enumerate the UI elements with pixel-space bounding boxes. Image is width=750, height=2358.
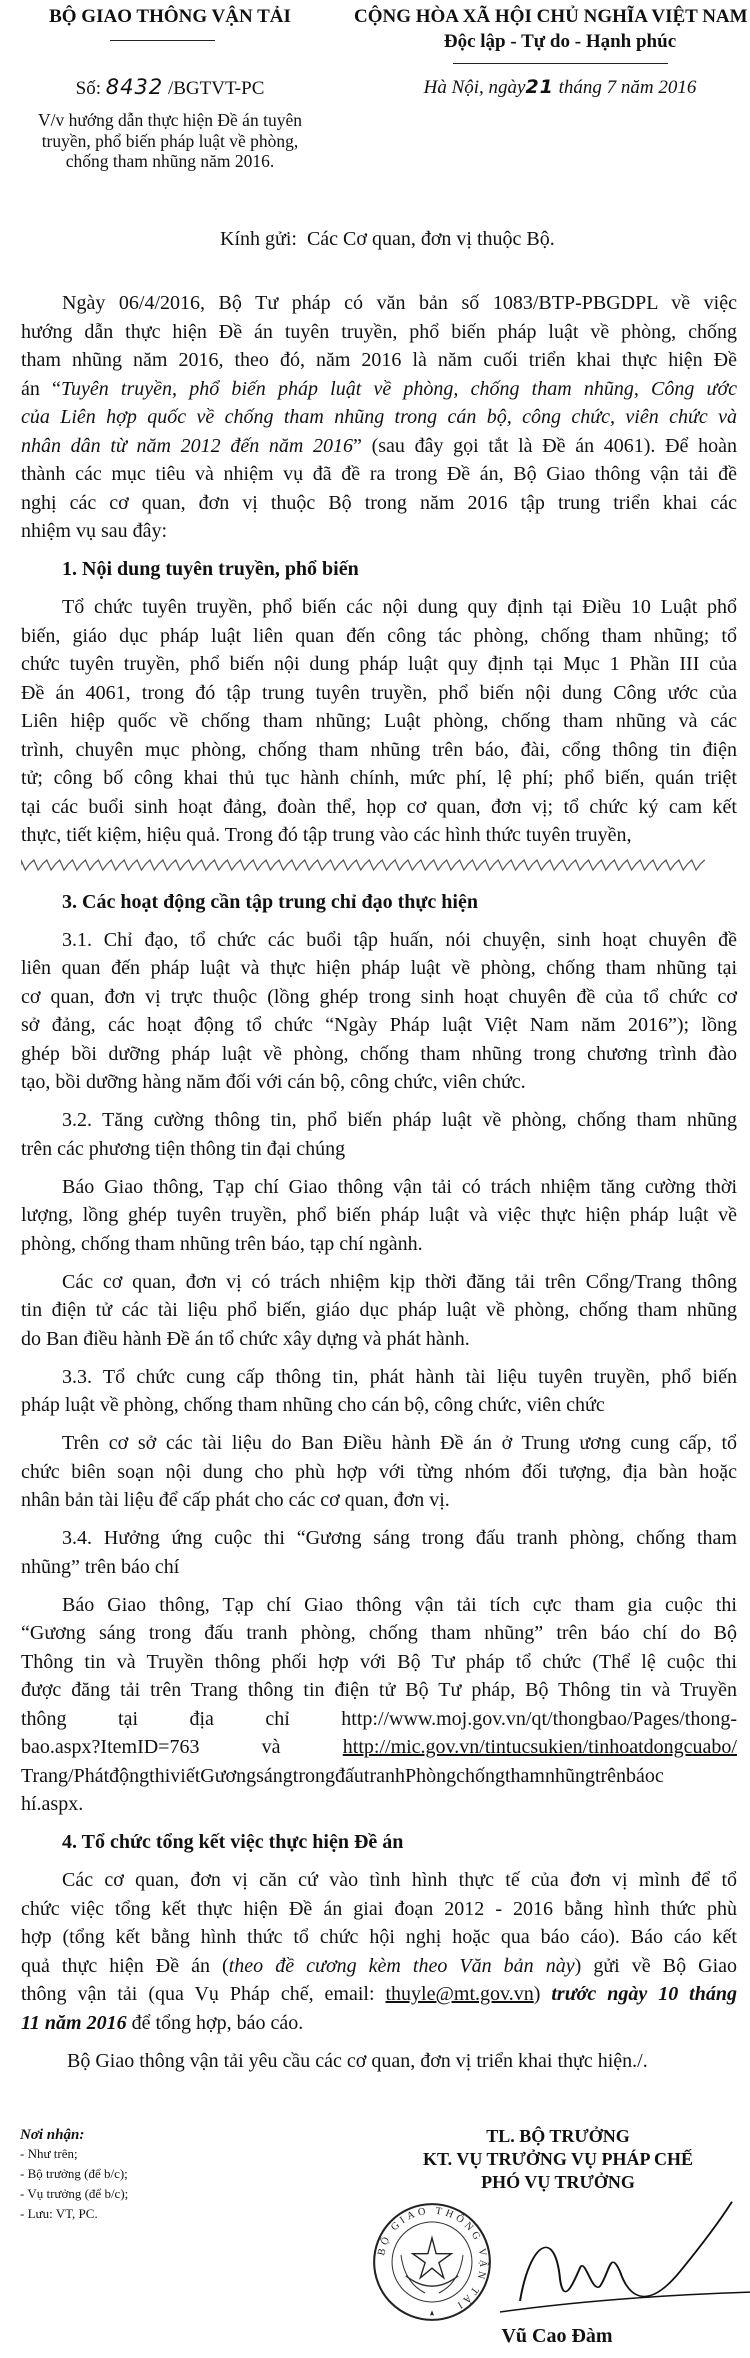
line-text: Ngày 06/4/2016, Bộ Tư pháp có văn bản số 1083/BTP-PBGDPL về việc <box>62 292 737 314</box>
text-line <box>21 1173 737 1202</box>
section-heading <box>21 888 737 917</box>
body-paragraph <box>21 1173 737 1259</box>
body-paragraph <box>21 289 737 546</box>
signatory-title-3: PHÓ VỤ TRƯỞNG <box>481 2172 635 2192</box>
line-text: Bộ Giao thông vận tải yêu cầu các cơ quan, đơn vị triển khai thực hiện./. <box>67 2049 648 2072</box>
line-text: 3.2. Tăng cường thông tin, phổ biến pháp luật về phòng, chống tham nhũng <box>62 1109 737 1131</box>
text-line <box>21 460 737 489</box>
addressee-label: Kính gửi: <box>220 228 297 250</box>
document-number <box>76 75 265 100</box>
text-segment: 11 năm 2016 <box>21 2011 127 2034</box>
place-date <box>424 76 697 99</box>
recipients-block <box>20 2127 128 2224</box>
line-text: 3.4. Hưởng ứng cuộc thi “Gương sáng trong đấu tranh phòng, chống tham <box>62 1527 737 1549</box>
date-prefix: Hà Nội, ngày <box>423 77 526 98</box>
line-text: Các cơ quan, đơn vị có trách nhiệm kịp thời đăng tải trên Cổng/Trang thông <box>62 1270 737 1293</box>
line-text: nhiệm vụ sau đây: <box>21 520 168 542</box>
text-line <box>21 954 737 983</box>
text-line <box>21 1952 737 1981</box>
line-text <box>21 375 737 404</box>
line-text: nghị các cơ quan, đơn vị thuộc Bộ trong năm 2016 tập trung triển khai các <box>21 491 737 514</box>
line-text: phòng, chống tham nhũng trên báo, tạp chí ngành. <box>21 1232 423 1255</box>
text-line <box>21 2009 737 2038</box>
text-line <box>21 764 737 793</box>
text-segment: thông vận tải (qua Vụ Pháp chế, email: <box>21 1983 386 2005</box>
country-name: CỘNG HÒA XÃ HỘI CHỦ NGHĨA VIỆT NAM <box>354 6 748 27</box>
text-segment: trước ngày 10 tháng <box>551 1983 737 2005</box>
text-segment: nhân dân từ năm 2012 đến năm 2016 <box>21 434 354 457</box>
text-line <box>21 346 737 375</box>
line-text: biến, giáo dục pháp luật liên quan đến công tác phòng, chống tham nhũng; tổ <box>21 624 737 647</box>
line-text: cơ quan, đơn vị trực thuộc (lồng ghép trong sinh hoạt chuyên đề của tổ chức cơ <box>21 985 737 1008</box>
body-paragraph <box>21 1591 737 1819</box>
line-text: Các cơ quan, đơn vị căn cứ vào tình hình thực tế của đơn vị mình để tổ <box>62 1869 737 1891</box>
text-line <box>21 1790 737 1819</box>
text-line <box>21 1619 737 1648</box>
text-line <box>21 1458 737 1487</box>
text-line <box>21 555 737 584</box>
line-text: Trên cơ sở các tài liệu do Ban Điều hành Đề án ở Trung ương cung cấp, tổ <box>62 1432 737 1454</box>
text-line <box>21 1980 737 2009</box>
line-text: Tổ chức tuyên truyền, phổ biến các nội dung quy định tại Điều 10 Luật phổ <box>62 596 737 618</box>
subject-line: truyền, phổ biến pháp luật về phòng, <box>41 130 299 151</box>
line-text: nhũng” trên báo chí <box>21 1555 180 1578</box>
line-text: hợp (tổng kết bằng hình thức tổ chức hội nghị hoặc qua báo cáo). Báo cáo kết <box>21 1926 737 1948</box>
text-line <box>21 1363 737 1392</box>
body-paragraph <box>21 1106 737 1163</box>
line-text: tại các buổi sinh hoạt đảng, đoàn thể, họp cơ quan, đơn vị; tổ chức ký cam kết <box>21 795 737 818</box>
signatory-name: Vũ Cao Đàm <box>501 2325 613 2347</box>
date-suffix: tháng 7 năm 2016 <box>558 77 697 98</box>
signatory-title-1: TL. BỘ TRƯỞNG <box>486 2126 630 2146</box>
signatory-title-2: KT. VỤ TRƯỞNG VỤ PHÁP CHẾ <box>422 2149 694 2169</box>
text-line <box>21 2047 737 2076</box>
line-text: nhân bản tài liệu để cấp phát cho các cơ quan, đơn vị. <box>21 1489 450 1511</box>
text-line <box>21 622 737 651</box>
text-line <box>21 1068 737 1097</box>
line-text: tham nhũng năm 2016, theo đó, năm 2016 là năm cuối triển khai thực hiện Đề <box>21 349 737 371</box>
text-line <box>21 1762 737 1791</box>
line-text: trình, chuyên mục phòng, chống tham nhũng trên báo, đài, cổng thông tin điện <box>21 738 737 761</box>
text-line <box>21 318 737 347</box>
text-line <box>21 403 737 432</box>
text-line <box>21 1296 737 1325</box>
text-line <box>21 1391 737 1420</box>
letter-body <box>21 289 737 2075</box>
recipients-title: Nơi nhận: <box>20 2127 85 2143</box>
text-line <box>21 1135 737 1164</box>
text-line <box>21 736 737 765</box>
text-line <box>21 517 737 546</box>
handwritten-day: 21 <box>525 76 554 98</box>
text-line <box>21 1011 737 1040</box>
line-text: chức biên soạn nội dung cho phù hợp với từng nhóm đối tượng, địa bàn hoặc <box>21 1460 737 1483</box>
text-line <box>21 1733 737 1762</box>
handwritten-signature <box>460 2198 750 2323</box>
illegible-scan-line <box>21 850 737 879</box>
text-line <box>21 1230 737 1259</box>
line-text: tin điện tử các tài liệu phổ biến, giáo dục pháp luật về phòng, chống tham nhũng <box>21 1299 737 1321</box>
line-text <box>21 432 737 461</box>
text-segment: bao.aspx?ItemID=763 và <box>21 1736 343 1758</box>
recipient-item: - Lưu: VT, PC. <box>20 2206 98 2221</box>
line-text: Thông tin và Truyền thông phối hợp với Bộ Tư pháp tổ chức (Thể lệ cuộc thi <box>21 1650 737 1673</box>
recipient-item: - Bộ trưởng (để b/c); <box>20 2166 128 2181</box>
text-line <box>21 1895 737 1924</box>
line-text: thành các mục tiêu và nhiệm vụ đã đề ra trong Đề án, Bộ Giao thông vận tải đề <box>21 463 737 485</box>
text-line <box>21 650 737 679</box>
text-line <box>21 926 737 955</box>
line-text: trên các phương tiện thông tin đại chúng <box>21 1137 346 1160</box>
text-line <box>21 1524 737 1553</box>
body-paragraph <box>21 1268 737 1354</box>
recipient-item: - Như trên; <box>20 2146 78 2161</box>
text-line <box>21 821 737 850</box>
text-segment: Tuyên truyền, phổ biến pháp luật về phòng, chống tham nhũng, Công ước <box>60 377 738 400</box>
line-text: sở đảng, các hoạt động tổ chức “Ngày Pháp luật Việt Nam năm 2016”); lồng <box>21 1014 737 1036</box>
text-line <box>21 1648 737 1677</box>
text-line <box>21 707 737 736</box>
line-text: chức tuyên truyền, phổ biến nội dung pháp luật quy định tại Mục 1 Phần III của <box>21 653 737 675</box>
subject-line: V/v hướng dẫn thực hiện Đề án tuyên <box>38 110 302 130</box>
text-line <box>21 1591 737 1620</box>
line-text: Báo Giao thông, Tạp chí Giao thông vận tải có trách nhiệm tăng cường thời <box>62 1175 737 1198</box>
line-text: Báo Giao thông, Tạp chí Giao thông vận tải tích cực tham gia cuộc thi <box>62 1593 737 1616</box>
text-line <box>21 1429 737 1458</box>
line-text: ghép bồi dưỡng pháp luật về phòng, chống tham nhũng trong chương trình đào <box>21 1042 737 1065</box>
text-line <box>21 793 737 822</box>
text-segment: án “ <box>21 377 61 400</box>
text-line <box>21 679 737 708</box>
recipient-item: - Vụ trưởng (để b/c); <box>20 2186 129 2201</box>
section-heading <box>21 1828 737 1857</box>
text-line <box>21 1040 737 1069</box>
line-text: được đăng tải trên Trang thông tin điện tử Bộ Tư pháp, Bộ Thông tin và Truyền <box>21 1679 737 1701</box>
hyperlink[interactable]: http://mic.gov.vn/tintucsukien/tinhoatdongcuabo/ <box>342 1736 737 1758</box>
svg-text:BỘ GIAO THÔNG VẬN TẢI: BỘ GIAO THÔNG VẬN TẢI <box>376 2205 489 2312</box>
agency-underline <box>110 40 215 41</box>
text-line <box>21 1828 737 1857</box>
line-text: tạo, bồi dưỡng hàng năm đối với cán bộ, công chức, viên chức. <box>21 1071 526 1093</box>
text-line <box>21 593 737 622</box>
line-text: pháp luật về phòng, chống tham nhũng cho cán bộ, công chức, viên chức <box>21 1394 605 1416</box>
line-text: liên quan đến pháp luật và thực hiện pháp luật về phòng, chống tham nhũng tại <box>21 957 737 979</box>
text-line <box>21 1866 737 1895</box>
line-text: Liên hiệp quốc về chống tham nhũng; Luật phòng, chống tham nhũng và các <box>21 710 737 732</box>
text-line <box>21 1106 737 1135</box>
body-paragraph <box>21 1429 737 1515</box>
line-text: 4. Tổ chức tổng kết việc thực hiện Đề án <box>62 1831 404 1853</box>
motto-underline <box>453 63 668 64</box>
text-line <box>21 489 737 518</box>
text-segment: quả thực hiện Đề án ( <box>21 1954 229 1977</box>
line-text <box>21 403 737 432</box>
text-line <box>21 1486 737 1515</box>
addressee-line <box>220 228 555 251</box>
line-text: hí.aspx. <box>21 1793 84 1815</box>
line-text: do Ban điều hành Đề án tổ chức xây dựng và phát hành. <box>21 1327 470 1350</box>
line-text: hướng dẫn thực hiện Đề án tuyên truyền, phổ biến pháp luật về phòng, chống <box>21 320 737 343</box>
line-text <box>21 2009 303 2038</box>
text-segment: ” (sau đây gọi tắt là Đề án 4061). Để hoàn <box>353 434 737 457</box>
line-text: Đề án 4061, trong đó tập trung tuyên truyền, phổ biến nội dung Công ước của <box>21 681 737 704</box>
subject-line: chống tham nhũng năm 2016. <box>65 151 275 171</box>
text-segment: theo đề cương kèm theo Văn bản này <box>228 1954 575 1977</box>
addressee: Các Cơ quan, đơn vị thuộc Bộ. <box>306 228 555 250</box>
text-line <box>21 1705 737 1734</box>
body-paragraph <box>21 1524 737 1581</box>
issuing-agency: BỘ GIAO THÔNG VẬN TẢI <box>49 6 291 27</box>
text-line <box>21 1325 737 1354</box>
text-line <box>21 1268 737 1297</box>
closing-paragraph <box>21 2047 737 2076</box>
line-text: 1. Nội dung tuyên truyền, phổ biến <box>62 558 359 580</box>
number-suffix: /BGTVT-PC <box>167 78 265 99</box>
subject-block <box>38 110 302 172</box>
hyperlink[interactable]: thuyle@mt.gov.vn <box>385 1983 534 2005</box>
line-text: 3.1. Chỉ đạo, tổ chức các buổi tập huấn, nói chuyện, sinh hoạt chuyên đề <box>62 928 737 951</box>
line-text: 3.3. Tổ chức cung cấp thông tin, phát hành tài liệu tuyên truyền, phổ biến <box>62 1365 737 1388</box>
line-text <box>21 1980 737 2009</box>
text-line <box>21 1553 737 1582</box>
text-line <box>21 1676 737 1705</box>
number-label: Số: <box>75 78 101 99</box>
text-segment: ) gửi về Bộ Giao <box>574 1954 737 1977</box>
handwritten-number: 8432 <box>105 75 164 99</box>
text-segment: ) <box>533 1983 552 2005</box>
line-text: thông tại địa chỉ http://www.moj.gov.vn/qt/thongbao/Pages/thong- <box>21 1707 737 1730</box>
line-text: Trang/PhátđộngthiviếtGươngsángtrongđấutranhPhòngchốngthamnhũngtrênbáoc <box>21 1764 664 1787</box>
text-segment: của Liên hợp quốc về chống tham nhũng trong cán bộ, công chức, viên chức và <box>21 406 737 428</box>
section-heading <box>21 555 737 584</box>
line-text: “Gương sáng trong đấu tranh phòng, chống tham nhũng” trên báo chí do Bộ <box>21 1622 737 1644</box>
text-segment: để tổng hợp, báo cáo. <box>126 2011 304 2034</box>
text-line <box>21 289 737 318</box>
text-line <box>21 1923 737 1952</box>
body-paragraph <box>21 593 737 878</box>
line-text <box>21 1952 737 1981</box>
line-text: 3. Các hoạt động cần tập trung chỉ đạo thực hiện <box>62 890 478 913</box>
line-text <box>21 1733 737 1762</box>
body-paragraph <box>21 926 737 1097</box>
body-paragraph <box>21 1363 737 1420</box>
line-text: tử; công bố công khai thủ tục hành chính, mức phí, lệ phí; phổ biến, quán triệt <box>21 767 737 789</box>
line-text: lượng, lồng ghép tuyên truyền, phổ biến pháp luật và việc thực hiện pháp luật về <box>21 1204 737 1226</box>
national-motto: Độc lập - Tự do - Hạnh phúc <box>443 31 677 52</box>
text-line <box>21 1201 737 1230</box>
line-text: thực, tiết kiệm, hiệu quả. Trong đó tập trung vào các hình thức tuyên truyền, <box>21 824 632 846</box>
text-line <box>21 432 737 461</box>
text-line <box>21 983 737 1012</box>
text-line <box>21 888 737 917</box>
line-text: chức việc tổng kết thực hiện Đề án giai đoạn 2012 - 2016 bằng hình thức phù <box>21 1897 737 1920</box>
text-line <box>21 375 737 404</box>
body-paragraph <box>21 1866 737 2037</box>
